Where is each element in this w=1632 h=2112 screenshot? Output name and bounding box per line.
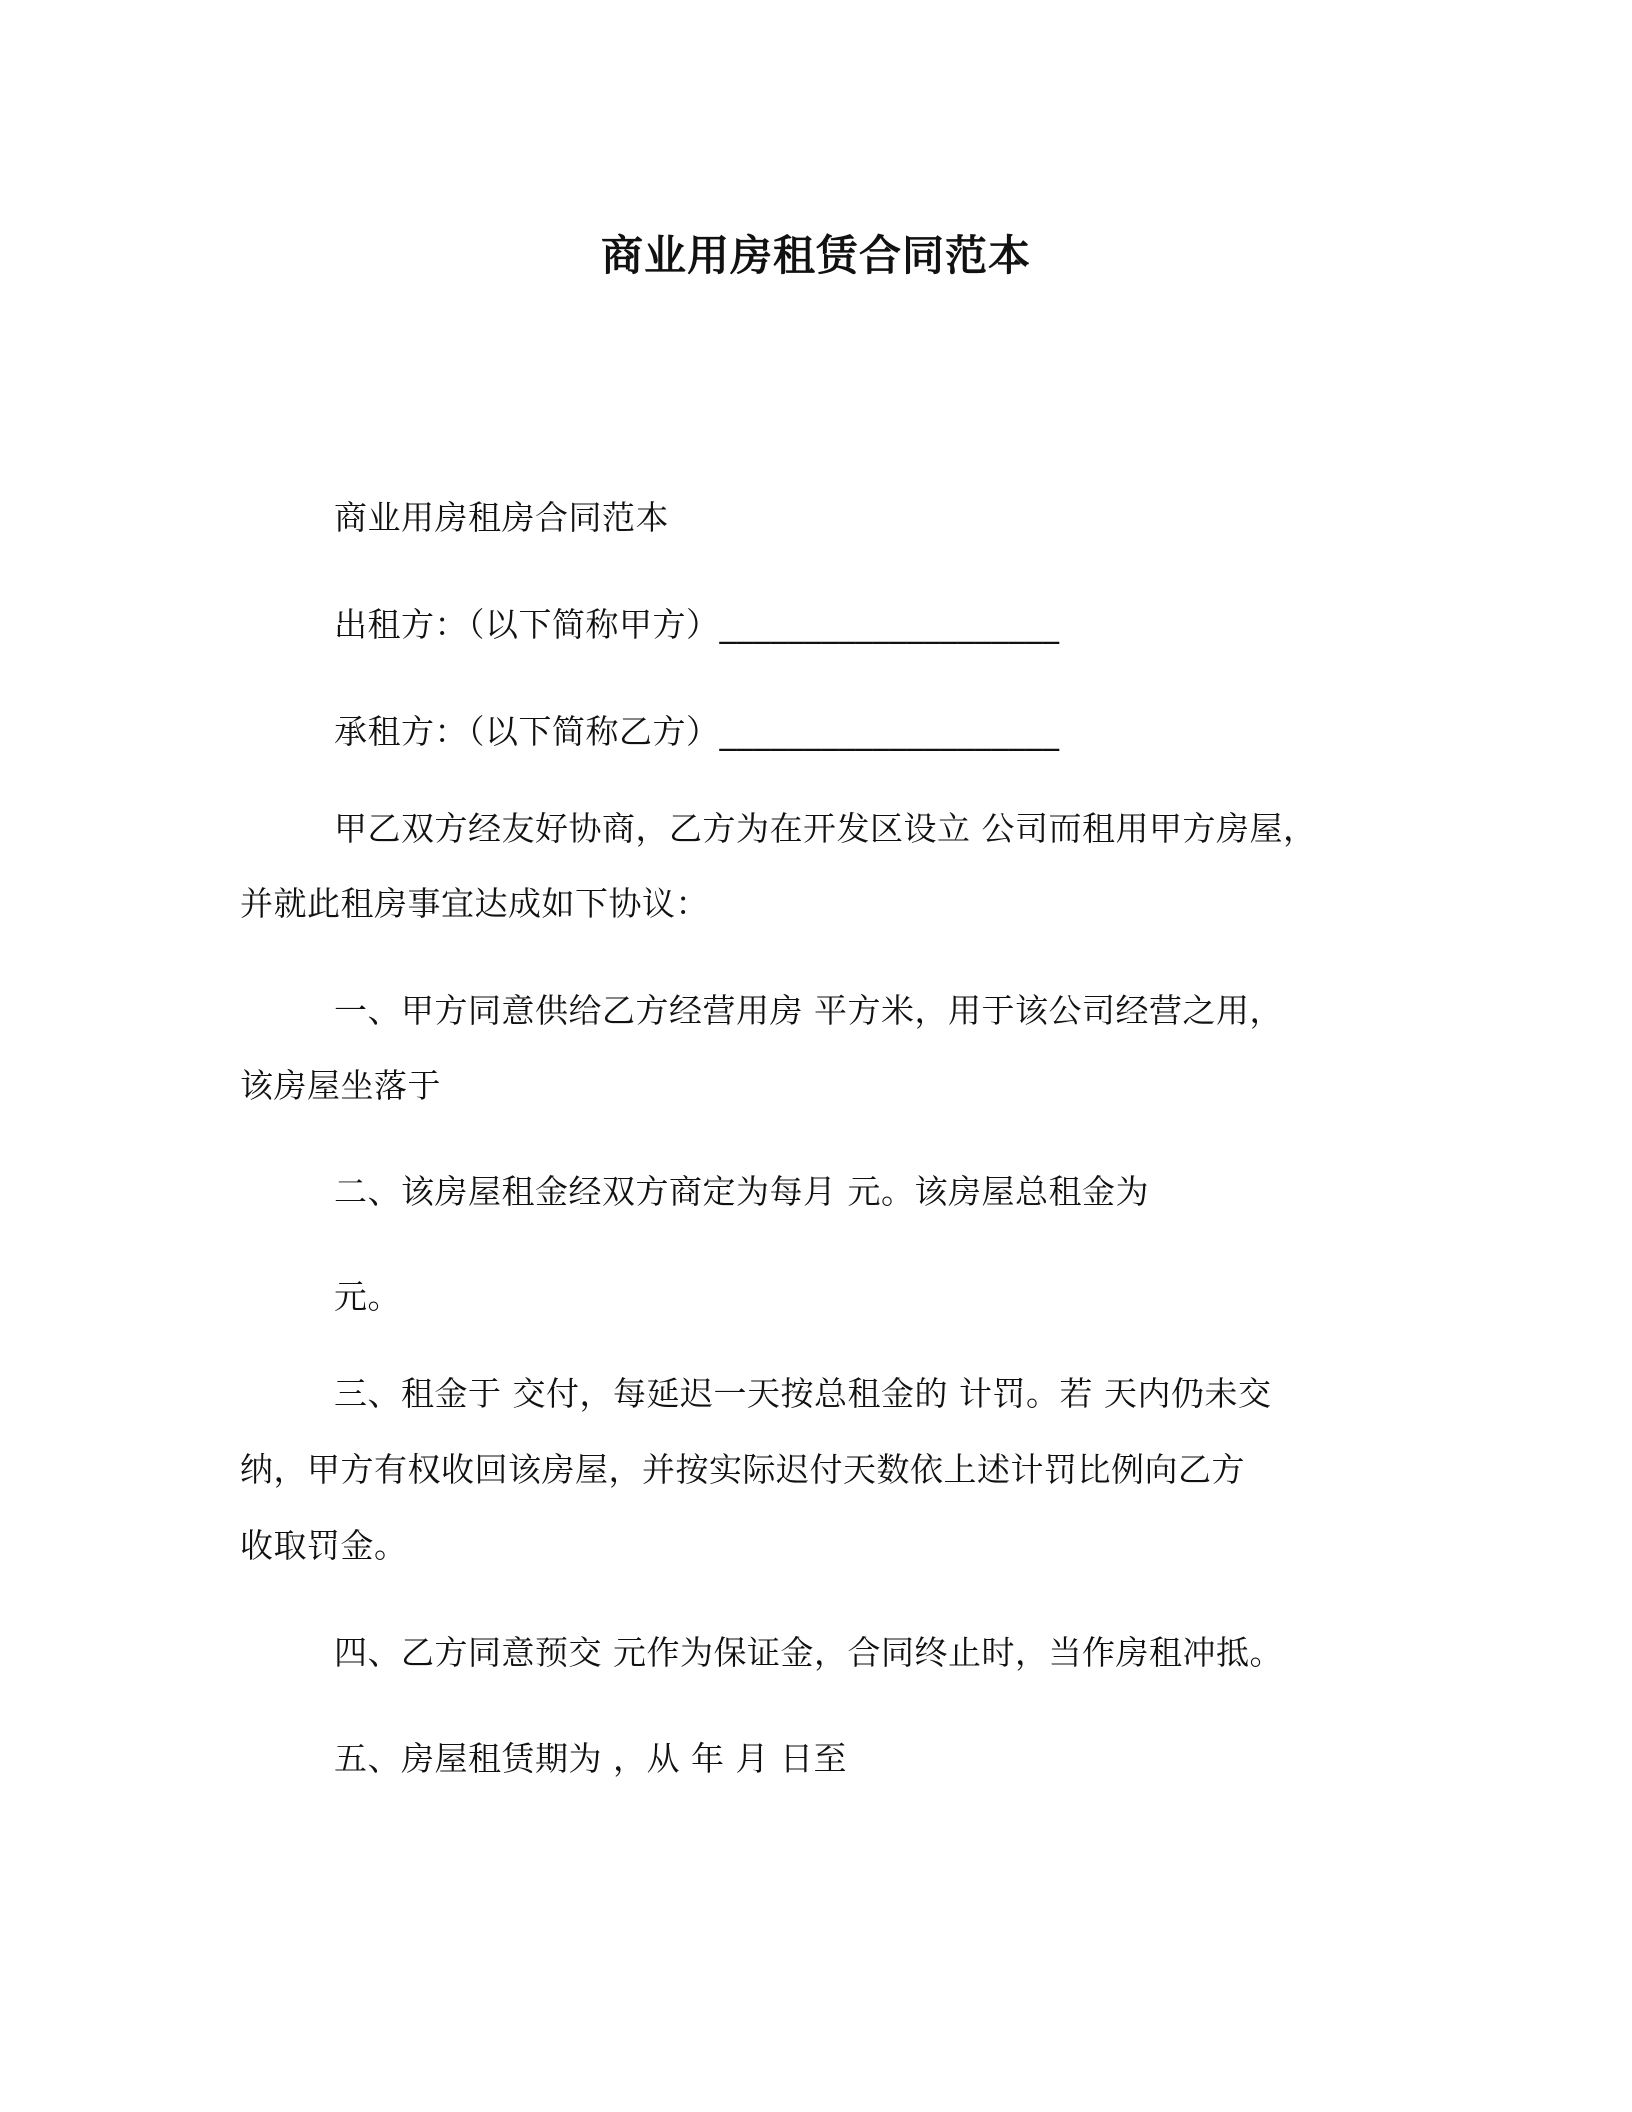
clause-1-line-1: 一、甲方同意供给乙方经营用房 平方米，用于该公司经营之用，: [334, 991, 1283, 1030]
intro-line-2: 并就此租房事宜达成如下协议：: [240, 884, 709, 923]
clause-3-line-3: 收取罚金。: [240, 1526, 408, 1565]
clause-2-line-2: 元。: [334, 1277, 401, 1316]
intro-line-1: 甲乙双方经友好协商，乙方为在开发区设立 公司而租用甲方房屋，: [334, 809, 1317, 848]
lessor-line: 出租方：（以下简称甲方）____________________: [334, 605, 1060, 644]
clause-4-line-1: 四、乙方同意预交 元作为保证金，合同终止时，当作房租冲抵。: [334, 1633, 1283, 1672]
clause-5-line-1: 五、房屋租赁期为 ，从 年 月 日至: [334, 1739, 847, 1778]
clause-3-line-1: 三、租金于 交付，每延迟一天按总租金的 计罚。若 天内仍未交: [334, 1374, 1272, 1413]
lessee-line: 承租方：（以下简称乙方）____________________: [334, 712, 1060, 751]
clause-3-line-2: 纳，甲方有权收回该房屋，并按实际迟付天数依上述计罚比例向乙方: [240, 1450, 1245, 1489]
clause-1-line-2: 该房屋坐落于: [240, 1066, 441, 1105]
clause-2-line-1: 二、该房屋租金经双方商定为每月 元。该房屋总租金为: [334, 1172, 1149, 1211]
subtitle-line: 商业用房租房合同范本: [334, 498, 669, 537]
document-title: 商业用房租赁合同范本: [600, 231, 1031, 280]
